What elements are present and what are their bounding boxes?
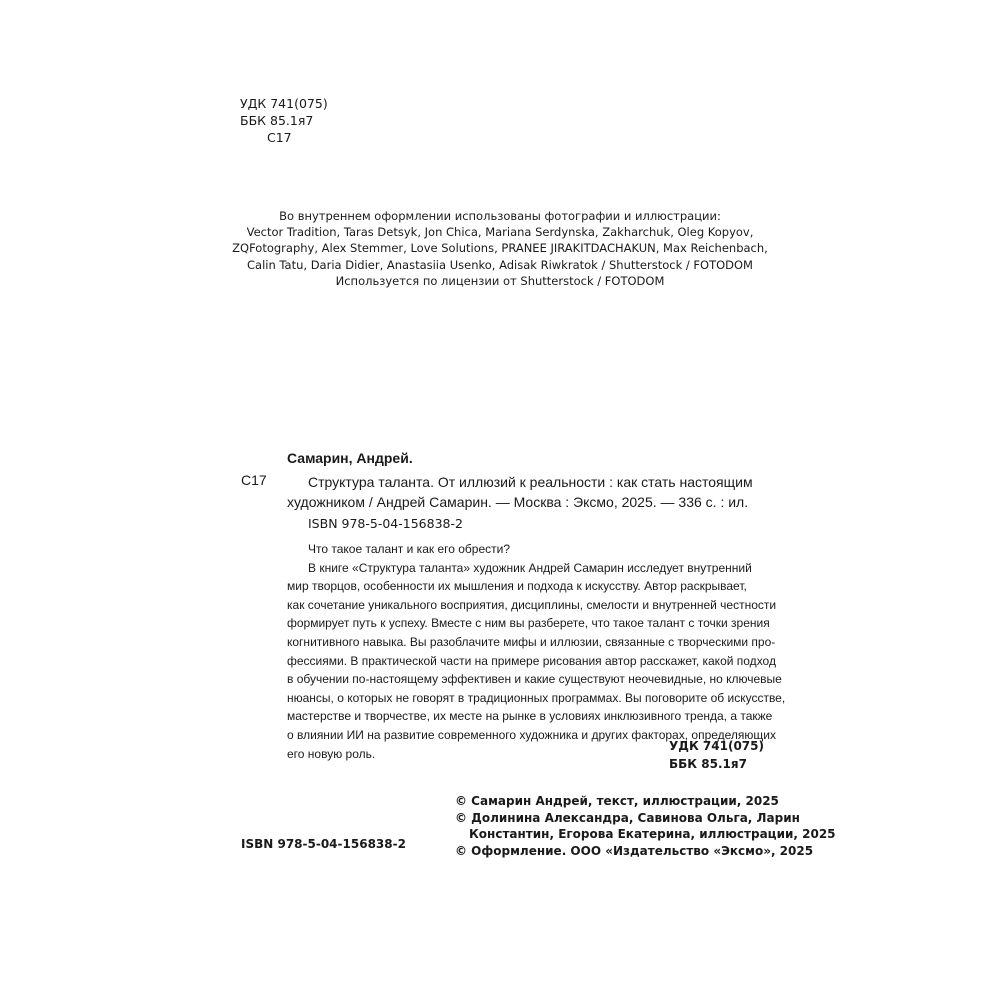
record-author: Самарин, Андрей. (287, 450, 413, 466)
annotation-line: мастерстве и творчестве, их месте на рынке в условиях инклюзивного тренда, а также (287, 709, 773, 724)
bbk-code: ББК 85.1я7 (240, 113, 314, 128)
annotation-line: в обучении по-настоящему эффективен и какие существуют неочевидные, но ключевые (287, 672, 782, 687)
annotation-line: нюансы, о которых не говорят в традиционных программах. Вы поговорите об искусстве, (287, 690, 786, 705)
copyright-line: © Самарин Андрей, текст, иллюстрации, 2025 (455, 794, 779, 808)
credits-line: Во внутреннем оформлении использованы фотографии и иллюстрации: (279, 209, 721, 223)
classification-bottom (669, 737, 764, 773)
record-author-mark: С17 (241, 472, 267, 488)
annotation-line: формирует путь к успеху. Вместе с ним вы разберете, что такое талант с точки зрения (287, 616, 770, 631)
annotation-line: В книге «Структура таланта» художник Андрей Самарин исследует внутренний (308, 560, 752, 575)
author-mark: С17 (267, 130, 292, 145)
copyright-line: © Оформление. ООО «Издательство «Эксмо», 2025 (455, 843, 814, 858)
annotation-line: его новую роль. (287, 746, 376, 761)
bbk-code-bottom: ББК 85.1я7 (669, 757, 747, 771)
credits-line: Используется по лицензии от Shutterstock / FOTODOM (335, 273, 665, 288)
annotation-line: о влиянии ИИ на развитие современного художника и других факторах, определяющих (287, 727, 777, 742)
udk-code-bottom: УДК 741(075) (669, 739, 764, 753)
annotation-line: Что такое талант и как его обрести? (308, 542, 511, 556)
annotation-line: как сочетание уникального восприятия, дисциплины, смелости и внутренней честности (287, 597, 777, 612)
udk-code: УДК 741(075) (240, 96, 328, 111)
record-title-line: Структура таланта. От иллюзий к реальности : как стать настоящим (308, 474, 753, 490)
copyright-line: Константин, Егорова Екатерина, иллюстрации, 2025 (469, 827, 836, 841)
credits-line: Vector Tradition, Taras Detsyk, Jon Chica, Mariana Serdynska, Zakharchuk, Oleg Kopyov, (246, 225, 754, 240)
annotation-line: фессиями. В практической части на примере рисования автор расскажет, какой подход (287, 653, 776, 668)
credits-line: Calin Tatu, Daria Didier, Anastasiia Usenko, Adisak Riwkratok / Shutterstock / FOTODOM (247, 257, 753, 272)
record-title-line: художником / Андрей Самарин. — Москва : Эксмо, 2025. — 336 с. : ил. (287, 494, 749, 510)
annotation-line: мир творцов, особенности их мышления и подхода к искусству. Автор раскрывает, (287, 579, 747, 594)
classification-block (240, 95, 328, 146)
isbn-bottom: ISBN 978-5-04-156838-2 (241, 837, 406, 851)
copyright-line: © Долинина Александра, Савинова Ольга, Ларин (455, 810, 800, 825)
annotation (287, 540, 786, 763)
copyright-block (455, 793, 836, 859)
annotation-line: когнитивного навыка. Вы разоблачите мифы и иллюзии, связанные с творческими про- (287, 634, 776, 649)
illustration-credits (150, 208, 850, 289)
record-isbn: ISBN 978-5-04-156838-2 (308, 516, 463, 531)
credits-line: ZQFotography, Alex Stemmer, Love Solutions, PRANEE JIRAKITDACHAKUN, Max Reichenbach, (232, 241, 768, 256)
record-title (287, 472, 768, 512)
